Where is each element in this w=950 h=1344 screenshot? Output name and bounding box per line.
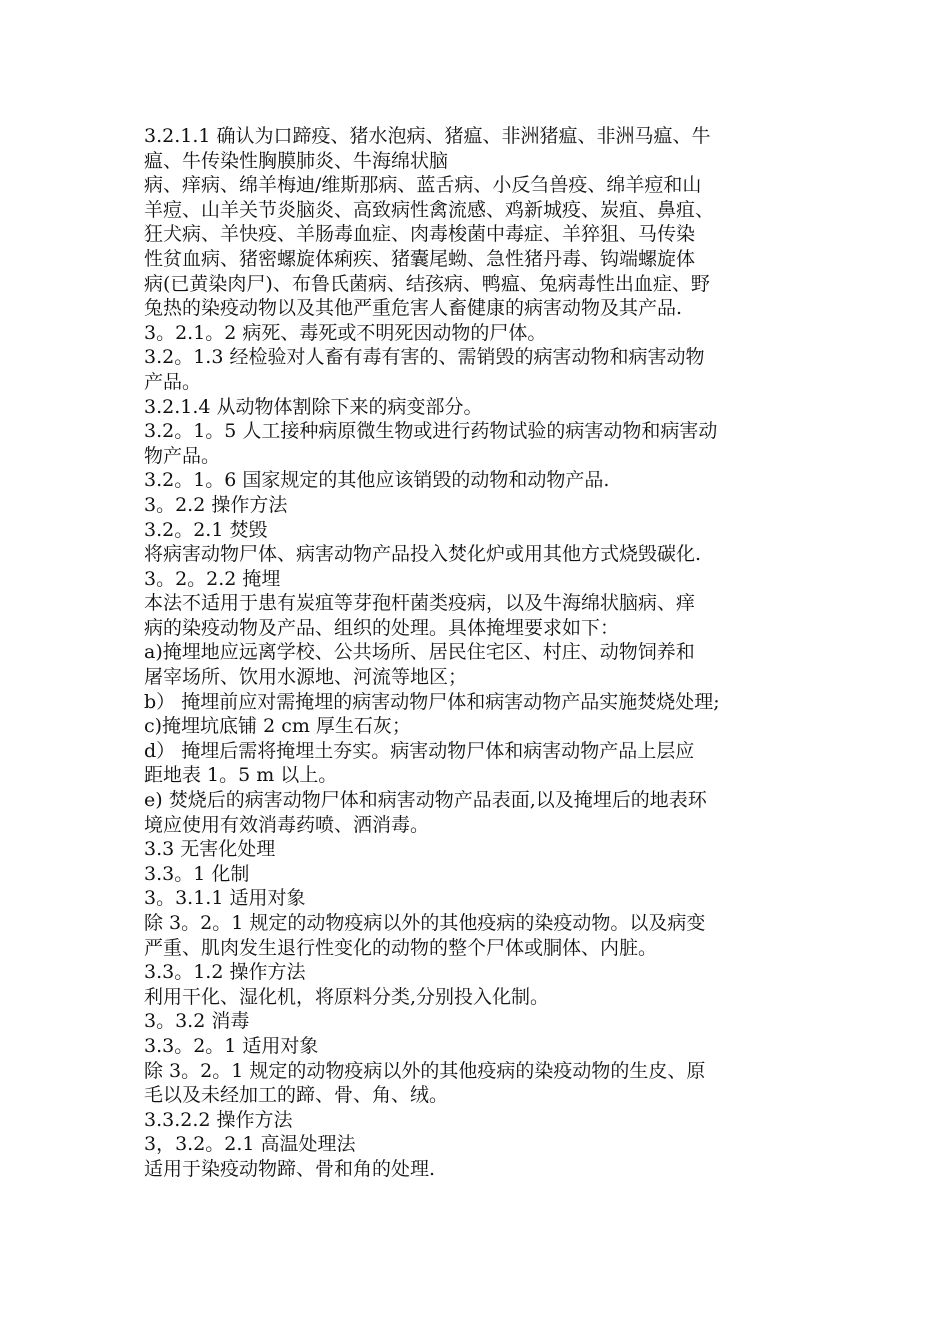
- text-line: 距地表 1。5 m 以上。: [144, 764, 338, 787]
- text-line: 屠宰场所、饮用水源地、河流等地区；: [144, 666, 468, 689]
- text-line: c)掩埋坑底铺 2 cm 厚生石灰；: [144, 715, 411, 738]
- text-line: 3.3.2.2 操作方法: [144, 1108, 293, 1131]
- text-line: 3.2.1.1 确认为口蹄疫、猪水泡病、猪瘟、非洲猪瘟、非洲马瘟、牛: [144, 125, 711, 147]
- document-page: [144, 124, 824, 1182]
- text-line: d） 掩埋后需将掩埋土夯实。病害动物尸体和病害动物产品上层应: [144, 739, 695, 762]
- text-line: 3。2.2 操作方法: [144, 493, 288, 516]
- text-line: a)掩埋地应远离学校、公共场所、居民住宅区、村庄、动物饲养和: [144, 641, 695, 664]
- text-line: 物产品。: [144, 444, 221, 467]
- text-line: 本法不适用于患有炭疽等芽孢杆菌类疫病，以及牛海绵状脑病、痒: [144, 592, 696, 615]
- text-line: 适用于染疫动物蹄、骨和角的处理.: [144, 1157, 436, 1180]
- text-line: 将病害动物尸体、病害动物产品投入焚化炉或用其他方式烧毁碳化.: [144, 543, 702, 566]
- text-line: 狂犬病、羊快疫、羊肠毒血症、肉毒梭菌中毒症、羊猝狙、马传染: [144, 223, 696, 246]
- text-line: 3.3。2。1 适用对象: [144, 1034, 319, 1057]
- text-line: 病、痒病、绵羊梅迪/维斯那病、蓝舌病、小反刍兽疫、绵羊痘和山: [144, 174, 702, 197]
- text-line: 3.2。1。5 人工接种病原微生物或进行药物试验的病害动物和病害动: [144, 420, 718, 443]
- text-line: 瘟、牛传染性胸膜肺炎、牛海绵状脑: [144, 149, 449, 172]
- text-line: 3。2.1。2 病死、毒死或不明死因动物的尸体。: [144, 321, 547, 344]
- text-line: 3.2。1.3 经检验对人畜有毒有害的、需销毁的病害动物和病害动物: [144, 346, 705, 369]
- text-line: b） 掩埋前应对需掩埋的病害动物尸体和病害动物产品实施焚烧处理;: [144, 690, 720, 713]
- text-line: 毛以及未经加工的蹄、骨、角、绒。: [144, 1084, 449, 1107]
- text-line: 3，3.2。2.1 高温处理法: [144, 1133, 356, 1156]
- text-line: 境应使用有效消毒药喷、洒消毒。: [144, 813, 430, 836]
- text-line: 除 3。2。1 规定的动物疫病以外的其他疫病的染疫动物。以及病变: [144, 912, 706, 934]
- text-line: 性贫血病、猪密螺旋体痢疾、猪囊尾蚴、急性猪丹毒、钩端螺旋体: [144, 247, 696, 270]
- text-line: 3.3。1.2 操作方法: [144, 961, 306, 984]
- text-line: 病的染疫动物及产品、组织的处理。具体掩埋要求如下：: [144, 616, 620, 639]
- text-line: 3.2.1.4 从动物体割除下来的病变部分。: [144, 395, 483, 418]
- text-line: 3.3 无害化处理: [144, 838, 276, 861]
- text-line: 3。2。2.2 掩埋: [144, 567, 281, 590]
- text-line: 3.2。1。6 国家规定的其他应该销毁的动物和动物产品.: [144, 469, 610, 492]
- text-line: 利用干化、湿化机，将原料分类,分别投入化制。: [144, 985, 550, 1008]
- text-line: 羊痘、山羊关节炎脑炎、高致病性禽流感、鸡新城疫、炭疽、鼻疽、: [144, 198, 715, 221]
- text-line: 产品。: [144, 370, 202, 393]
- text-line: 3.3。1 化制: [144, 862, 250, 885]
- text-line: 除 3。2。1 规定的动物疫病以外的其他疫病的染疫动物的生皮、原: [144, 1059, 706, 1082]
- text-line: 兔热的染疫动物以及其他严重危害人畜健康的病害动物及其产品.: [144, 297, 683, 320]
- text-line: 3。3.1.1 适用对象: [144, 887, 306, 910]
- text-line: e) 焚烧后的病害动物尸体和病害动物产品表面,以及掩埋后的地表环: [144, 789, 707, 812]
- text-line: 3。3.2 消毒: [144, 1010, 250, 1033]
- text-line: 严重、肌肉发生退行性变化的动物的整个尸体或胴体、内脏。: [144, 936, 658, 959]
- text-line: 3.2。2.1 焚毁: [144, 518, 268, 541]
- text-line: 病(已黄染肉尸)、布鲁氏菌病、结孩病、鸭瘟、兔病毒性出血症、野: [144, 272, 710, 295]
